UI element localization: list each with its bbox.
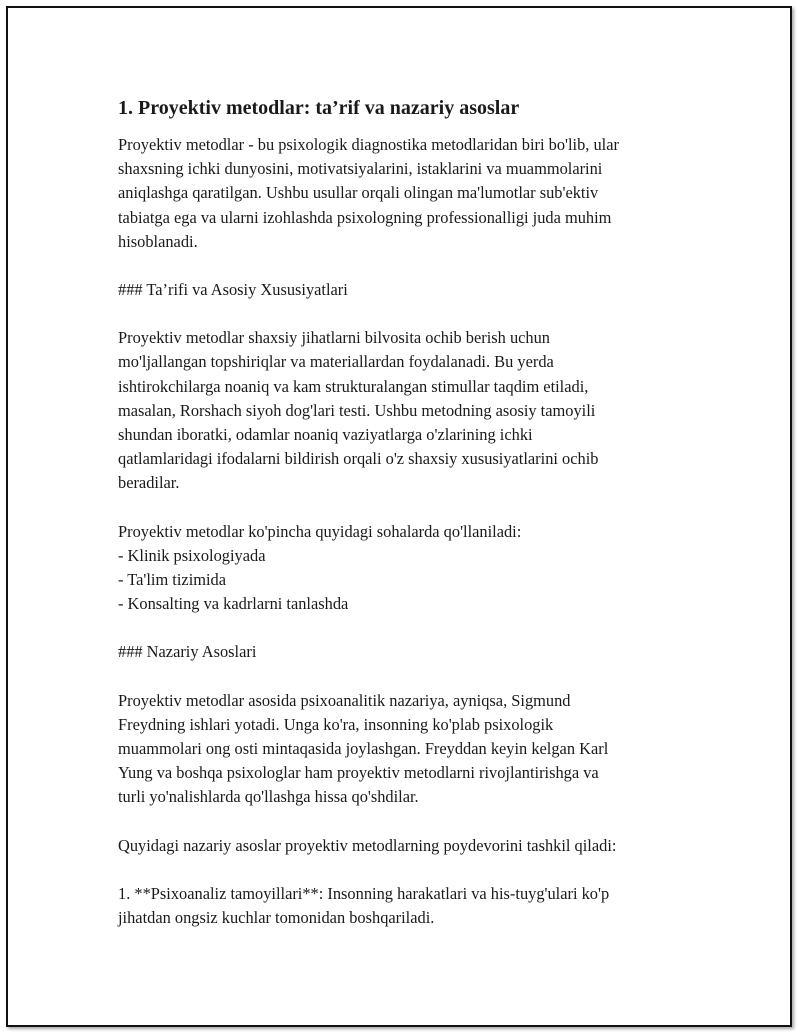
section-title: 1. Proyektiv metodlar: ta’rif va nazariy asoslar [118,97,520,119]
intro-paragraph: Proyektiv metodlar - bu psixologik diagnostika metodlaridan biri bo'lib, ular shaxsning ichki dunyosini, motivatsiyalarini, istaklarini va muammolarini aniqlashga qaratilgan. Ushbu usullar orqali olingan ma'lumotlar sub'ektiv tabiatga ega va ularni izohlashda psixologning professionalligi juda muhim hisoblanadi. [118,135,619,251]
foundations-intro: Quyidagi nazariy asoslar proyektiv metodlarning poydevorini tashkil qiladi: [118,835,617,855]
subheading-definition: ### Ta’rifi va Asosiy Xususiyatlari [118,280,348,300]
list-intro: Proyektiv metodlar ko'pincha quyidagi sohalarda qo'llaniladi: [118,521,522,541]
definition-paragraph: Proyektiv metodlar shaxsiy jihatlarni bilvosita ochib berish uchun mo'ljallangan topshiriqlar va materiallardan foydalanadi. Bu yerda ishtirokchilarga noaniq va kam strukturalangan stimullar taqdim etiladi, masalan, Rorshach siyoh dog'lari testi. Ushbu metodning asosiy tamoyili shundan iboratki, odamlar noaniq vaziyatlarga o'zlarining ichki qatlamlaridagi ifodalarni bildirish orqali o'z shaxsiy xususiyatlarini ochib beradilar. [118,328,599,493]
list-item: - Ta'lim tizimida [118,570,227,590]
document-body [118,96,688,954]
theory-paragraph: Proyektiv metodlar asosida psixoanalitik nazariya, ayniqsa, Sigmund Freydning ishlari yotadi. Unga ko'ra, insonning ko'plab psixologik muammolari ong osti mintaqasida joylashgan. Freyddan keyin kelgan Karl Yung va boshqa psixologlar ham proyektiv metodlarni rivojlantirishga va turli yo'nalishlarda qo'llashga hissa qo'shdilar. [118,690,609,807]
list-item: - Konsalting va kadrlarni tanlashda [118,594,349,614]
subheading-theory: ### Nazariy Asoslari [118,642,257,662]
application-list [118,544,688,617]
list-item: - Klinik psixologiyada [118,545,266,565]
foundation-item: 1. **Psixoanaliz tamoyillari**: Insonning harakatlari va his-tuyg'ulari ko'p jihatdan ongsiz kuchlar tomonidan boshqariladi. [118,883,610,928]
